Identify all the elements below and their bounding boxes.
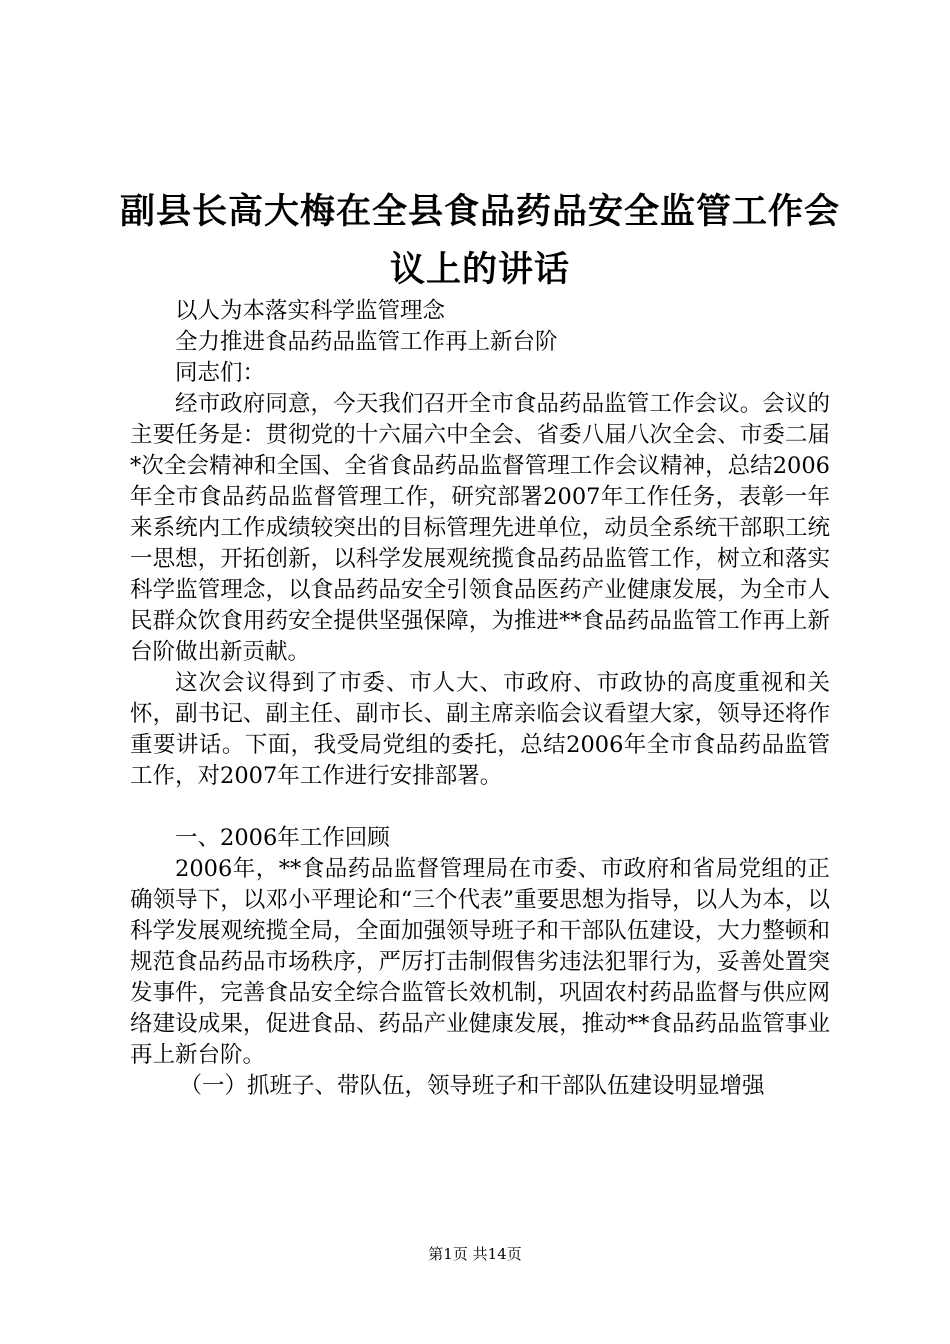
subtitle-line2: 全力推进食品药品监管工作再上新台阶 bbox=[175, 329, 558, 355]
meeting-paragraph: 这次会议得到了市委、市人大、市政府、市政协的高度重视和关怀，副书记、副主任、副市长、副主席亲临会议看望大家，领导还将作重要讲话。下面，我受局党组的委托，总结2006年全市食品药品监管工作，对2007年工作进行安排部署。 bbox=[130, 670, 830, 789]
paragraph-spacer bbox=[130, 792, 830, 823]
intro-paragraph: 经市政府同意，今天我们召开全市食品药品监管工作会议。会议的主要任务是：贯彻党的十六届六中全会、省委八届八次全会、市委二届*次全会精神和全国、全省食品药品监督管理工作会议精神，总结2006年全市食品药品监督管理工作，研究部署2007年工作任务，表彰一年来系统内工作成绩较突出的目标管理先进单位，动员全系统干部职工统一思想，开拓创新，以科学发展观统揽食品药品监管工作，树立和落实科学监管理念，以食品药品安全引领食品医药产业健康发展，为全市人民群众饮食用药安全提供坚强保障，为推进**食品药品监管工作再上新台阶做出新贡献。 bbox=[130, 391, 830, 665]
subtitle-line1: 以人为本落实科学监管理念 bbox=[175, 298, 446, 324]
document-title-line1: 副县长高大梅在全县食品药品安全监管工作会 bbox=[120, 192, 841, 232]
salutation: 同志们： bbox=[175, 360, 266, 386]
subsection-heading: （一）抓班子、带队伍，领导班子和干部队伍建设明显增强 bbox=[179, 1073, 765, 1099]
section-paragraph: 2006年，**食品药品监督管理局在市委、市政府和省局党组的正确领导下，以邓小平理论和“三个代表”重要思想为指导，以人为本，以科学发展观统揽全局，全面加强领导班子和干部队伍建设，大力整顿和规范食品药品市场秩序，严厉打击制假售劣违法犯罪行为，妥善处置突发事件，完善食品安全综合监管长效机制，巩固农村药品监督与供应网络建设成果，促进食品、药品产业健康发展，推动**食品药品监管事业再上新台阶。 bbox=[130, 856, 830, 1068]
document-title-line2: 议上的讲话 bbox=[389, 250, 570, 290]
section-heading: 一、2006年工作回顾 bbox=[175, 825, 390, 851]
page-number-footer: 第1页 共14页 bbox=[428, 1245, 522, 1263]
document-body bbox=[130, 296, 830, 1102]
